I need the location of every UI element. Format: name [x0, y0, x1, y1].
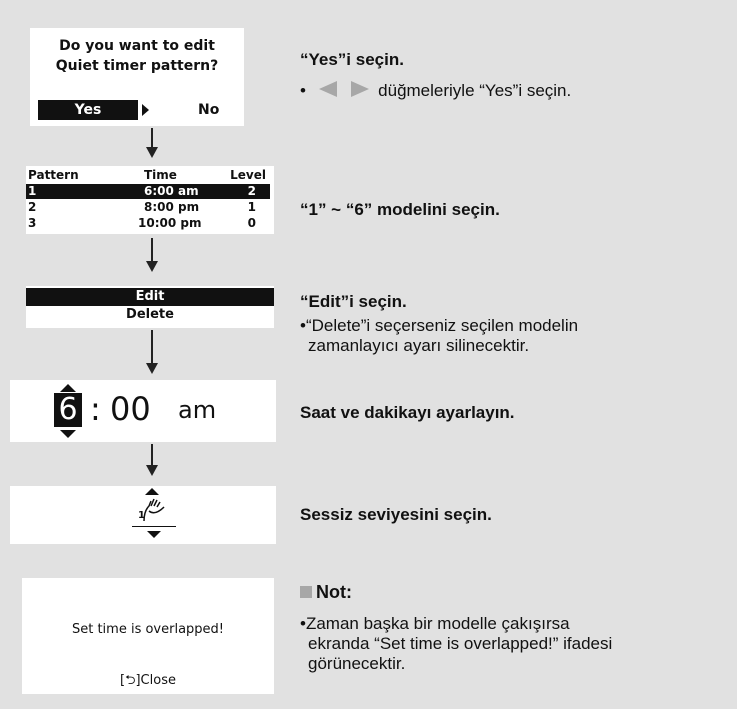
right-arrow-button-icon: [349, 79, 373, 99]
table-header: [26, 168, 270, 183]
row-pattern: 1: [28, 184, 37, 198]
row-pattern: 3: [28, 216, 37, 230]
level-underline: [132, 526, 176, 527]
delete-option[interactable]: Delete: [126, 307, 174, 322]
bullet-dot: •: [300, 81, 306, 100]
step3-bullet-line-2: zamanlayıcı ayarı silinecektir.: [308, 336, 530, 355]
edit-confirm-screen: [30, 28, 244, 126]
step4-heading: Saat ve dakikayı ayarlayın.: [300, 403, 515, 422]
header-level: Level: [230, 168, 266, 182]
flow-arrow: [146, 444, 158, 476]
row-time: 8:00 pm: [144, 200, 200, 214]
row-level: 2: [247, 184, 256, 198]
note-line-1: •Zaman başka bir modelle çakışırsa: [300, 614, 570, 633]
row-time: 10:00 pm: [138, 216, 202, 230]
time-colon: :: [90, 390, 101, 428]
level-up-arrow-icon[interactable]: [145, 488, 159, 495]
quiet-level-screen: [10, 486, 276, 544]
step1-bullet: [300, 79, 571, 101]
step3-bullet-line-1: •“Delete”i seçerseniz seçilen modelin: [300, 316, 579, 335]
minutes-digits[interactable]: 00: [110, 390, 151, 428]
overlap-message: Set time is overlapped!: [71, 622, 225, 637]
yes-label: Yes: [74, 102, 102, 118]
close-button[interactable]: [⮌]Close: [120, 673, 176, 688]
header-time: Time: [144, 168, 177, 182]
note-line-3: görünecektir.: [308, 654, 406, 673]
note-square-icon: [300, 586, 312, 598]
step1-bullet-text: düğmeleriyle “Yes”i seçin.: [378, 81, 572, 100]
question-line-2: Quiet timer pattern?: [55, 58, 219, 74]
overlap-warning-screen: [22, 578, 274, 694]
step2-heading: “1” ~ “6” modelini seçin.: [300, 200, 500, 219]
row-level: 0: [247, 216, 256, 230]
table-row[interactable]: [26, 216, 270, 231]
level-digit: 1: [138, 510, 145, 521]
step5-heading: Sessiz seviyesini seçin.: [300, 505, 492, 524]
edit-delete-menu: [26, 286, 274, 328]
pattern-list-screen: [26, 166, 274, 234]
no-option[interactable]: No: [198, 102, 220, 118]
hour-down-arrow-icon[interactable]: [60, 430, 76, 438]
row-level: 1: [247, 200, 256, 214]
left-arrow-button-icon: [315, 79, 339, 99]
edit-option[interactable]: Edit: [26, 288, 274, 306]
note-heading: [300, 582, 352, 603]
flow-arrow: [146, 330, 158, 374]
row-time: 6:00 am: [144, 184, 199, 198]
flow-arrow: [146, 238, 158, 272]
table-row[interactable]: [26, 200, 270, 215]
level-down-arrow-icon[interactable]: [147, 531, 161, 538]
yes-option[interactable]: [38, 100, 138, 120]
hour-up-arrow-icon[interactable]: [60, 384, 76, 392]
header-pattern: Pattern: [28, 168, 79, 182]
note-heading-text: Not:: [316, 582, 352, 602]
step3-heading: “Edit”i seçin.: [300, 292, 407, 311]
hour-digit[interactable]: 6: [54, 393, 82, 427]
note-line-2: ekranda “Set time is overlapped!” ifadesi: [308, 634, 613, 653]
row-pattern: 2: [28, 200, 37, 214]
ampm-label[interactable]: am: [178, 396, 217, 424]
step1-heading: “Yes”i seçin.: [300, 50, 404, 69]
time-setting-screen: [10, 380, 276, 442]
table-row[interactable]: [26, 184, 270, 199]
selection-pointer-icon: [142, 104, 149, 116]
question-line-1: Do you want to edit: [59, 38, 215, 54]
flow-arrow: [146, 128, 158, 158]
